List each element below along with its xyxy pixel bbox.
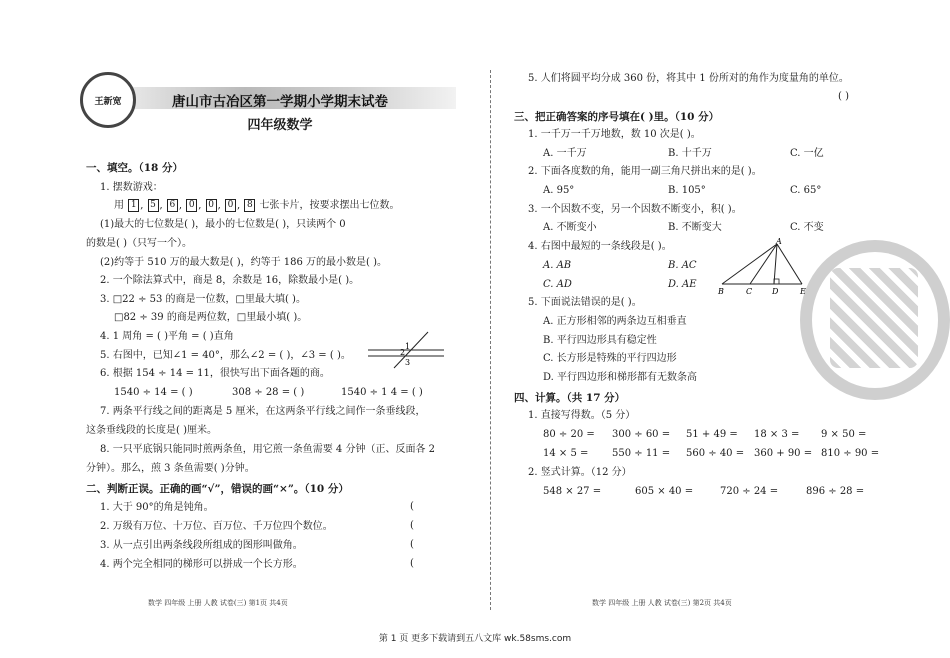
answer-paren: ( bbox=[410, 539, 414, 550]
q1-7-text: 7. 两条平行线之间的距离是 5 厘米，在这两条平行线之间作一条垂线段， bbox=[100, 406, 426, 417]
answer-paren: ( bbox=[410, 558, 414, 569]
calc-item: 14 × 5 = bbox=[543, 448, 589, 459]
mc-option: D. 平行四边形和梯形都有无数条高 bbox=[543, 372, 698, 383]
triangle-label-D: D bbox=[772, 287, 779, 296]
digit-card: 8 bbox=[244, 199, 255, 212]
tf-item: 1. 大于 90°的角是钝角。 bbox=[100, 502, 214, 513]
digit-card: 5 bbox=[148, 199, 159, 212]
triangle-figure bbox=[714, 236, 810, 298]
mc-q3: 3. 一个因数不变，另一个因数不断变小，积( )。 bbox=[528, 204, 742, 215]
calc-item: 550 ÷ 11 = bbox=[612, 448, 671, 459]
mc-option: B. 不断变大 bbox=[668, 222, 722, 233]
calc-item: 810 ÷ 90 = bbox=[821, 448, 880, 459]
q1-6-item: 1540 ÷ 1 4 = ( ) bbox=[341, 387, 423, 398]
q1-1b-text: (2)约等于 510 万的最大数是( )，约等于 186 万的最小数是( )。 bbox=[100, 257, 388, 268]
angle-label-1: 1 bbox=[405, 342, 411, 351]
mc-option: C. 不变 bbox=[790, 222, 824, 233]
digit-card: 0 bbox=[206, 199, 217, 212]
calc-q1: 1. 直接写得数。（5 分） bbox=[528, 410, 636, 421]
mc-option: A. AB bbox=[543, 260, 572, 271]
mc-option: B. AC bbox=[668, 260, 697, 271]
q1-3b-text: □82 ÷ 39 的商是两位数，□里最小填( )。 bbox=[114, 312, 308, 323]
calc-item: 720 ÷ 24 = bbox=[720, 486, 779, 497]
mc-option: D. AE bbox=[668, 279, 697, 290]
digit-card: 6 bbox=[167, 199, 178, 212]
tf-item: 3. 从一点引出两条线段所组成的图形叫做角。 bbox=[100, 540, 303, 551]
answer-paren: ( bbox=[410, 501, 414, 512]
tf-item-5: 5. 人们将圆平均分成 360 份，将其中 1 份所对的角作为度量角的单位。 bbox=[528, 73, 849, 84]
q1-4-text: 4. 1 周角 = ( )平角 = ( )直角 bbox=[100, 331, 234, 342]
angle-label-3: 3 bbox=[405, 358, 411, 367]
q1-6-item: 1540 ÷ 14 = ( ) bbox=[114, 387, 193, 398]
mc-option: C. 65° bbox=[790, 185, 822, 196]
triangle-label-E: E bbox=[800, 287, 806, 296]
cards-prefix: 用 bbox=[114, 200, 124, 211]
exam-subtitle: 四年级数学 bbox=[247, 118, 313, 133]
cards-suffix: 七张卡片，按要求摆出七位数。 bbox=[259, 200, 400, 211]
digit-card: 0 bbox=[225, 199, 236, 212]
calc-item: 560 ÷ 40 = bbox=[686, 448, 745, 459]
answer-paren: ( bbox=[410, 520, 414, 531]
mc-option: A. 一千万 bbox=[543, 148, 587, 159]
mc-option: B. 105° bbox=[668, 185, 706, 196]
calc-item: 300 ÷ 60 = bbox=[612, 429, 671, 440]
triangle-label-C: C bbox=[746, 287, 753, 296]
calc-item: 360 + 90 = bbox=[754, 448, 813, 459]
mc-q1: 1. 一千万一千万地数，数 10 次是( )。 bbox=[528, 129, 701, 140]
section-1-heading: 一、填空。（18 分） bbox=[86, 162, 184, 174]
right-footer: 数学 四年级 上册 人教 试卷(三) 第2页 共4页 bbox=[592, 599, 732, 607]
angle-label-2: 2 bbox=[400, 348, 406, 357]
digit-card: 1 bbox=[128, 199, 139, 212]
calc-item: 80 ÷ 20 = bbox=[543, 429, 595, 440]
tf-item: 2. 万级有万位、十万位、百万位、千万位四个数位。 bbox=[100, 521, 333, 532]
section-3-heading: 三、把正确答案的序号填在( )里。（10 分） bbox=[514, 111, 720, 123]
mc-q2: 2. 下面各度数的角，能用一副三角尺拼出来的是( )。 bbox=[528, 166, 762, 177]
q1-6-item: 308 ÷ 28 = ( ) bbox=[232, 387, 305, 398]
mc-option: A. 正方形相邻的两条边互相垂直 bbox=[543, 316, 687, 327]
q1-8-cont: 分钟）。那么，煎 3 条鱼需要( )分钟。 bbox=[86, 463, 255, 474]
mc-q4: 4. 右图中最短的一条线段是( )。 bbox=[528, 241, 672, 252]
mc-option: C. 长方形是特殊的平行四边形 bbox=[543, 353, 677, 364]
watermark-stamp-center bbox=[830, 268, 918, 368]
q1-1-cards-line: 用 1 , 5 , 6 , 0 , 0 , 0 , 8 七张卡片，按要求摆出七位数。 bbox=[114, 200, 400, 211]
logo-text: 王新宽 bbox=[94, 96, 122, 107]
q1-7-cont: 这条垂线段的长度是( )厘米。 bbox=[86, 425, 217, 436]
digit-card: 0 bbox=[186, 199, 197, 212]
tf-item: 4. 两个完全相同的梯形可以拼成一个长方形。 bbox=[100, 559, 303, 570]
q1-2-text: 2. 一个除法算式中，商是 8，余数是 16，除数最小是( )。 bbox=[100, 275, 360, 286]
section-4-heading: 四、计算。（共 17 分） bbox=[514, 392, 626, 404]
q1-6-text: 6. 根据 154 ÷ 14 = 11，很快写出下面各题的商。 bbox=[100, 368, 330, 379]
mc-option: C. AD bbox=[543, 279, 572, 290]
mc-option: B. 平行四边形具有稳定性 bbox=[543, 335, 657, 346]
mc-q5: 5. 下面说法错误的是( )。 bbox=[528, 297, 642, 308]
calc-item: 896 ÷ 28 = bbox=[806, 486, 865, 497]
answer-paren: ( ) bbox=[838, 91, 849, 102]
download-footer: 第 1 页 更多下载请到五八文库 wk.58sms.com bbox=[378, 634, 572, 644]
mc-option: A. 不断变小 bbox=[543, 222, 597, 233]
calc-q2: 2. 竖式计算。（12 分） bbox=[528, 467, 632, 478]
calc-item: 605 × 40 = bbox=[635, 486, 694, 497]
calc-item: 9 × 50 = bbox=[821, 429, 867, 440]
calc-item: 548 × 27 = bbox=[543, 486, 602, 497]
triangle-label-A: A bbox=[776, 237, 782, 246]
page-divider bbox=[490, 70, 491, 610]
left-footer: 数学 四年级 上册 人教 试卷(三) 第1页 共4页 bbox=[148, 599, 288, 607]
q1-1a-text: (1)最大的七位数是( )，最小的七位数是( )，只读两个 0 bbox=[100, 219, 346, 230]
exam-title: 唐山市古冶区第一学期小学期末试卷 bbox=[172, 94, 388, 110]
section-2-heading: 二、判断正误。正确的画“√”，错误的画“×”。（10 分） bbox=[86, 483, 349, 495]
calc-item: 51 + 49 = bbox=[686, 429, 738, 440]
mc-option: B. 十千万 bbox=[668, 148, 712, 159]
q1-1a-cont: 的数是( )（只写一个）。 bbox=[86, 238, 192, 249]
calc-item: 18 × 3 = bbox=[754, 429, 800, 440]
q1-1-text: 1. 摆数游戏： bbox=[100, 182, 163, 193]
angle-figure bbox=[366, 330, 446, 370]
mc-option: C. 一亿 bbox=[790, 148, 824, 159]
q1-5-text: 5. 右图中，已知∠1 = 40°，那么∠2 = ( )，∠3 = ( )。 bbox=[100, 350, 351, 361]
triangle-label-B: B bbox=[718, 287, 724, 296]
q1-3a-text: 3. □22 ÷ 53 的商是一位数，□里最大填( )。 bbox=[100, 294, 306, 305]
q1-8-text: 8. 一只平底锅只能同时煎两条鱼，用它煎一条鱼需要 4 分钟（正、反面各 2 bbox=[100, 444, 435, 455]
mc-option: A. 95° bbox=[543, 185, 575, 196]
